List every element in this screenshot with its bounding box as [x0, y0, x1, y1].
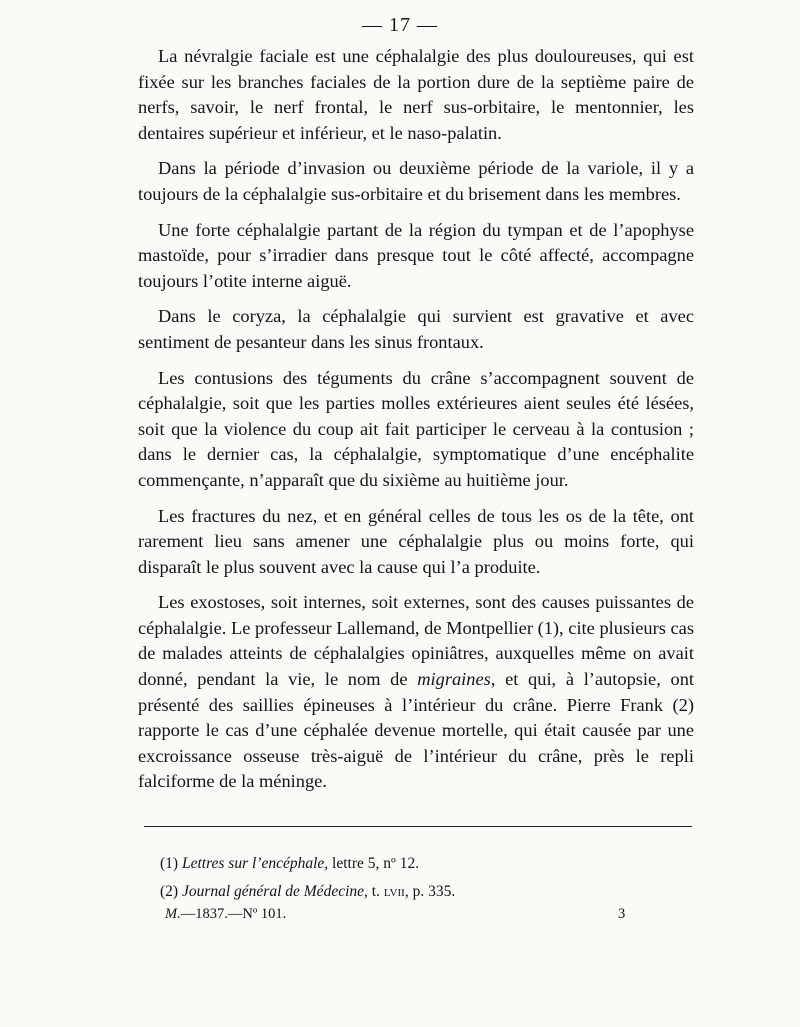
- paragraph-text: Les contusions des téguments du crâne s’accompagnent souvent de céphalalgie, soit que les parties molles extérieures aient seules été lésées, soit que la violence du coup ait fait participer le cerveau à la contusion ; dans le dernier cas, la céphalalgie, symptomatique d’une encéphalite commençante, n’apparaît que du sixième au huitième jour.: [138, 367, 694, 490]
- footnote-mark: (1): [160, 855, 179, 872]
- footnote-volume: lvii: [383, 883, 405, 900]
- footnote-title: Journal général de Médecine,: [181, 883, 368, 900]
- paragraph: [138, 44, 694, 146]
- paragraph: [138, 304, 694, 355]
- italic-term: migraines: [417, 669, 491, 690]
- footnote-1: [160, 850, 680, 878]
- paragraph-text: La névralgie faciale est une céphalalgie des plus douloureuses, qui est fixée sur les branches faciales de la portion dure de la septième paire de nerfs, savoir, le nerf frontal, le nerf sus-orbitaire, le mentonnier, les dentaires supérieur et inférieur, et le naso-palatin.: [138, 46, 694, 143]
- signature-text: —1837.—Nº 101.: [180, 906, 287, 922]
- paragraph-text: , et qui, à l’autopsie, ont présenté des saillies épineuses à l’intérieur du crâne. Pierre Frank (2) rapporte le cas d’une céphalée devenue mortelle, qui était causée par une excroissance osseuse très-aiguë de l’intérieur du crâne, près le repli falciforme de la méninge.: [138, 669, 694, 792]
- page-number: — 17 —: [362, 14, 438, 36]
- footnote-mark: (2): [160, 883, 179, 900]
- footnote-divider: [144, 826, 692, 827]
- footnote-title: Lettres sur l’encéphale,: [181, 855, 329, 872]
- footnote-volume-prefix: t.: [371, 883, 380, 900]
- paragraph: [138, 366, 694, 494]
- paragraph: [138, 218, 694, 295]
- paragraph-text: Les fractures du nez, et en général celles de tous les os de la tête, ont rarement lieu sans amener une céphalalgie plus ou moins forte, qui disparaît le plus souvent avec la cause qui l’a produite.: [138, 505, 694, 577]
- signature-letter: M.: [165, 906, 181, 922]
- paragraph: [138, 156, 694, 207]
- footnotes: [160, 850, 680, 906]
- sheet-mark: 3: [618, 906, 626, 922]
- paragraph: [138, 504, 694, 581]
- main-text: [138, 44, 694, 795]
- paragraph: [138, 590, 694, 795]
- paragraph-text: Dans le coryza, la céphalalgie qui survient est gravative et avec sentiment de pesanteur dans les sinus frontaux.: [138, 306, 694, 352]
- paragraph-text: Les exostoses, soit internes, soit externes, sont des causes puissantes de céphalalgie. Le professeur Lallemand, de Montpellier (1), cite plusieurs cas de malades atteints de céphalalgies opiniâtres, auxquelles même on avait donné, pendant la vie, le nom de: [138, 592, 694, 690]
- paragraph-text: Une forte céphalalgie partant de la région du tympan et de l’apophyse mastoïde, pour s’irradier dans presque tout le côté affecté, accompagne toujours l’otite interne aiguë.: [138, 219, 694, 291]
- printer-signature: [165, 906, 286, 923]
- paragraph-text: Dans la période d’invasion ou deuxième période de la variole, il y a toujours de la céphalalgie sus-orbitaire et du brisement dans les membres.: [138, 158, 694, 204]
- footnote-reference: , p. 335.: [404, 883, 456, 900]
- footnote-2: [160, 878, 680, 906]
- footnote-reference: lettre 5, nº 12.: [332, 855, 420, 872]
